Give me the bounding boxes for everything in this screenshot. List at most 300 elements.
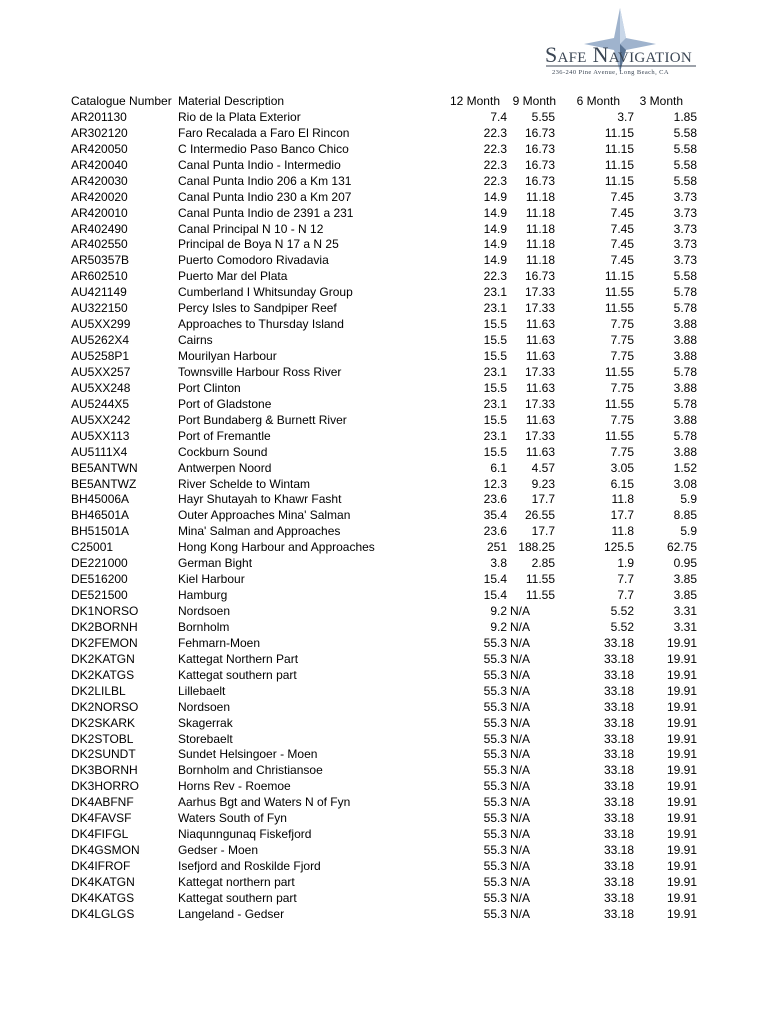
table-row	[70, 268, 700, 284]
price-3-month-cell: 5.58	[673, 157, 697, 172]
price-12-month-cell: 55.3	[483, 795, 507, 810]
price-9-month-cell: 11.55	[525, 588, 555, 603]
price-12-month-cell: 9.2	[490, 619, 507, 634]
table-row	[70, 555, 700, 571]
material-description-cell: Fehmarn-Moen	[178, 635, 261, 650]
catalogue-number-cell: DK2SKARK	[71, 715, 136, 730]
catalogue-number-cell: AU5258P1	[71, 349, 130, 363]
price-12-month-cell: 55.3	[483, 667, 507, 682]
material-description-cell: Hong Kong Harbour and Approaches	[178, 540, 375, 555]
price-6-month-cell: 17.7	[610, 508, 634, 523]
price-6-month-cell: 7.45	[610, 253, 634, 268]
price-6-month-cell: 7.45	[610, 221, 634, 236]
price-9-month-cell: N/A	[510, 747, 531, 762]
price-6-month-cell: 7.75	[610, 333, 634, 348]
price-6-month-cell: 33.18	[603, 667, 634, 682]
chart-catalogue-table	[70, 93, 700, 922]
price-3-month-cell: 19.91	[666, 795, 697, 810]
material-description-cell: Lillebaelt	[178, 683, 226, 698]
material-description-cell: Kiel Harbour	[178, 572, 245, 587]
price-6-month-cell: 33.18	[603, 827, 634, 842]
price-3-month-cell: 62.75	[666, 540, 697, 555]
table-row	[70, 300, 700, 316]
brand-address: 236-240 Pine Avenue, Long Beach, CA	[552, 69, 669, 76]
price-3-month-cell: 3.88	[673, 380, 697, 395]
material-description-cell: Canal Punta Indio 206 a Km 131	[178, 173, 352, 188]
price-9-month-cell: N/A	[510, 763, 531, 778]
table-row	[70, 109, 700, 125]
catalogue-number-cell: DK4KATGN	[71, 874, 135, 889]
price-3-month-cell: 5.9	[680, 492, 697, 507]
price-3-month-cell: 3.08	[673, 476, 697, 491]
price-9-month-cell: 16.73	[524, 173, 555, 188]
price-9-month-cell: 26.55	[524, 508, 555, 523]
catalogue-number-cell: DK2KATGS	[71, 667, 135, 682]
price-3-month-cell: 19.91	[666, 635, 697, 650]
header-6-month: 6 Month	[576, 94, 620, 108]
table-row	[70, 699, 700, 715]
catalogue-number-cell: AU5XX299	[71, 317, 131, 332]
price-12-month-cell: 55.3	[483, 763, 507, 778]
table-row	[70, 603, 700, 619]
price-6-month-cell: 5.52	[610, 604, 634, 618]
catalogue-number-cell: AR302120	[71, 125, 128, 140]
catalogue-number-cell: BH45006A	[71, 492, 130, 507]
catalogue-number-cell: AR420040	[71, 157, 128, 172]
price-6-month-cell: 33.18	[603, 635, 634, 650]
table-row	[70, 874, 700, 890]
price-9-month-cell: 2.85	[531, 556, 555, 571]
price-9-month-cell: 17.33	[524, 428, 555, 443]
price-9-month-cell: 11.18	[525, 221, 555, 236]
price-9-month-cell: 11.63	[525, 333, 555, 348]
price-12-month-cell: 22.3	[483, 141, 507, 156]
price-12-month-cell: 23.6	[483, 524, 507, 539]
table-row	[70, 651, 700, 667]
material-description-cell: Waters South of Fyn	[178, 811, 287, 826]
price-12-month-cell: 55.3	[483, 699, 507, 714]
price-3-month-cell: 3.73	[673, 237, 697, 252]
material-description-cell: Cockburn Sound	[178, 444, 268, 459]
catalogue-number-cell: DK4GSMON	[71, 843, 140, 858]
price-6-month-cell: 7.7	[617, 588, 634, 603]
catalogue-number-cell: AR201130	[71, 109, 127, 124]
price-6-month-cell: 11.55	[604, 396, 634, 411]
table-row	[70, 826, 700, 842]
price-12-month-cell: 7.4	[490, 109, 507, 124]
table-row	[70, 746, 700, 762]
price-3-month-cell: 19.91	[666, 731, 697, 746]
price-6-month-cell: 6.15	[610, 476, 634, 491]
price-9-month-cell: 17.33	[524, 285, 555, 300]
price-9-month-cell: 11.18	[525, 237, 555, 252]
price-3-month-cell: 19.91	[666, 779, 697, 794]
table-row	[70, 794, 700, 810]
catalogue-number-cell: DK3HORRO	[71, 779, 140, 794]
table-row	[70, 810, 700, 826]
price-6-month-cell: 33.18	[603, 715, 634, 730]
table-row	[70, 858, 700, 874]
material-description-cell: Horns Rev - Roemoe	[178, 779, 291, 794]
table-row	[70, 380, 700, 396]
catalogue-number-cell: AU5XX257	[71, 364, 131, 379]
catalogue-number-cell: DK2KATGN	[71, 651, 135, 666]
header-catalogue-number: Catalogue Number	[71, 94, 172, 108]
material-description-cell: Nordsoen	[178, 604, 231, 618]
catalogue-number-cell: AU5XX242	[71, 412, 131, 427]
price-9-month-cell: N/A	[510, 843, 531, 858]
price-9-month-cell: 4.57	[531, 460, 555, 475]
catalogue-number-cell: BE5ANTWN	[71, 460, 138, 475]
price-6-month-cell: 11.15	[604, 141, 634, 156]
price-12-month-cell: 22.3	[483, 269, 507, 284]
price-6-month-cell: 33.18	[603, 859, 634, 873]
price-12-month-cell: 15.4	[483, 588, 507, 603]
table-row	[70, 173, 700, 189]
catalogue-number-cell: DK4FAVSF	[71, 811, 132, 826]
price-3-month-cell: 3.88	[673, 333, 697, 348]
price-6-month-cell: 33.18	[603, 763, 634, 778]
price-9-month-cell: 16.73	[524, 157, 555, 172]
price-6-month-cell: 11.15	[604, 269, 634, 284]
price-3-month-cell: 8.85	[673, 508, 697, 523]
price-9-month-cell: N/A	[510, 874, 531, 889]
catalogue-number-cell: AU5111X4	[71, 444, 128, 459]
material-description-cell: Nordsoen	[178, 699, 231, 714]
price-9-month-cell: N/A	[510, 906, 531, 921]
catalogue-number-cell: AR420020	[71, 189, 128, 204]
price-12-month-cell: 23.1	[483, 301, 507, 316]
price-3-month-cell: 3.73	[673, 221, 697, 236]
catalogue-number-cell: AU5XX248	[71, 380, 131, 395]
price-9-month-cell: N/A	[510, 699, 531, 714]
table-row	[70, 762, 700, 778]
table-row	[70, 348, 700, 364]
price-6-month-cell: 33.18	[603, 699, 634, 714]
material-description-cell: Townsville Harbour Ross River	[178, 364, 342, 379]
price-3-month-cell: 5.58	[673, 269, 697, 284]
price-3-month-cell: 5.58	[673, 125, 697, 140]
price-9-month-cell: 11.63	[525, 317, 555, 332]
table-row	[70, 635, 700, 651]
price-3-month-cell: 3.31	[673, 619, 697, 634]
price-3-month-cell: 3.31	[673, 604, 697, 618]
material-description-cell: Niaqunngunaq Fiskefjord	[178, 827, 312, 842]
brand-name: Safe Navigation	[545, 42, 693, 67]
catalogue-number-cell: C25001	[71, 540, 114, 555]
catalogue-number-cell: AU5262X4	[71, 333, 130, 348]
price-3-month-cell: 19.91	[666, 699, 697, 714]
price-3-month-cell: 19.91	[666, 667, 697, 682]
material-description-cell: Canal Punta Indio de 2391 a 231	[178, 205, 354, 220]
catalogue-number-cell: DE221000	[71, 556, 128, 571]
price-12-month-cell: 14.9	[483, 221, 507, 236]
price-6-month-cell: 125.5	[603, 540, 634, 555]
price-6-month-cell: 33.18	[603, 731, 634, 746]
price-9-month-cell: 16.73	[524, 269, 555, 284]
price-12-month-cell: 22.3	[483, 157, 507, 172]
price-12-month-cell: 3.8	[490, 556, 507, 571]
price-3-month-cell: 19.91	[666, 906, 697, 921]
price-3-month-cell: 19.91	[666, 859, 697, 873]
price-12-month-cell: 22.3	[483, 173, 507, 188]
material-description-cell: Port Clinton	[178, 380, 241, 395]
price-6-month-cell: 33.18	[603, 843, 634, 858]
price-12-month-cell: 15.5	[483, 412, 507, 427]
material-description-cell: Bornholm and Christiansoe	[178, 763, 323, 778]
price-3-month-cell: 3.73	[673, 189, 697, 204]
price-12-month-cell: 55.3	[483, 859, 507, 873]
price-3-month-cell: 1.85	[673, 109, 697, 124]
price-9-month-cell: 11.63	[525, 444, 555, 459]
price-6-month-cell: 33.18	[603, 779, 634, 794]
catalogue-number-cell: DK4ABFNF	[71, 795, 134, 810]
table-row	[70, 157, 700, 173]
price-9-month-cell: 11.18	[525, 189, 555, 204]
material-description-cell: Rio de la Plata Exterior	[178, 109, 301, 124]
price-12-month-cell: 22.3	[483, 125, 507, 140]
price-9-month-cell: N/A	[510, 811, 531, 826]
price-12-month-cell: 23.1	[483, 285, 507, 300]
material-description-cell: Puerto Mar del Plata	[178, 269, 288, 284]
price-6-month-cell: 33.18	[603, 795, 634, 810]
price-12-month-cell: 9.2	[490, 604, 507, 618]
price-9-month-cell: N/A	[510, 651, 531, 666]
catalogue-number-cell: DK3BORNH	[71, 763, 138, 778]
price-12-month-cell: 55.3	[483, 715, 507, 730]
catalogue-number-cell: DK1NORSO	[71, 604, 139, 618]
table-row	[70, 252, 700, 268]
catalogue-number-cell: DK4IFROF	[71, 859, 131, 873]
table-row	[70, 491, 700, 507]
table-row	[70, 842, 700, 858]
price-12-month-cell: 15.5	[483, 444, 507, 459]
table-body	[70, 109, 700, 922]
price-9-month-cell: 11.63	[525, 380, 555, 395]
material-description-cell: Kattegat Northern Part	[178, 651, 299, 666]
price-3-month-cell: 5.78	[673, 396, 697, 411]
price-12-month-cell: 55.3	[483, 827, 507, 842]
material-description-cell: Percy Isles to Sandpiper Reef	[178, 301, 337, 316]
catalogue-number-cell: AU322150	[71, 301, 128, 316]
catalogue-number-cell: AR420030	[71, 173, 128, 188]
catalogue-number-cell: DE516200	[71, 572, 128, 587]
price-12-month-cell: 55.3	[483, 843, 507, 858]
price-9-month-cell: 16.73	[524, 125, 555, 140]
price-12-month-cell: 14.9	[483, 253, 507, 268]
table-row	[70, 715, 700, 731]
material-description-cell: Sundet Helsingoer - Moen	[178, 747, 318, 762]
header-9-month: 9 Month	[512, 94, 556, 108]
price-12-month-cell: 55.3	[483, 890, 507, 905]
table-row	[70, 125, 700, 141]
price-6-month-cell: 7.75	[610, 349, 634, 363]
material-description-cell: Puerto Comodoro Rivadavia	[178, 253, 329, 268]
table-row	[70, 523, 700, 539]
catalogue-number-cell: AU421149	[71, 285, 127, 300]
material-description-cell: Storebaelt	[178, 731, 233, 746]
material-description-cell: Hayr Shutayah to Khawr Fasht	[178, 492, 342, 507]
table-row	[70, 316, 700, 332]
price-12-month-cell: 23.1	[483, 428, 507, 443]
price-12-month-cell: 55.3	[483, 683, 507, 698]
price-3-month-cell: 19.91	[666, 811, 697, 826]
price-12-month-cell: 55.3	[483, 906, 507, 921]
table-row	[70, 332, 700, 348]
price-6-month-cell: 7.75	[610, 444, 634, 459]
catalogue-number-cell: AR402490	[71, 221, 128, 236]
price-12-month-cell: 14.9	[483, 205, 507, 220]
price-9-month-cell: N/A	[510, 683, 531, 698]
table-row	[70, 683, 700, 699]
catalogue-number-cell: DK4FIFGL	[71, 827, 129, 842]
material-description-cell: Kattegat southern part	[178, 667, 297, 682]
table-row	[70, 476, 700, 492]
price-6-month-cell: 11.55	[604, 364, 634, 379]
price-6-month-cell: 7.45	[610, 189, 634, 204]
material-description-cell: Port Bundaberg & Burnett River	[178, 412, 347, 427]
price-6-month-cell: 7.75	[610, 380, 634, 395]
catalogue-number-cell: AR420050	[71, 141, 128, 156]
catalogue-number-cell: DK2FEMON	[71, 635, 138, 650]
price-3-month-cell: 5.78	[673, 285, 697, 300]
price-3-month-cell: 19.91	[666, 683, 697, 698]
price-6-month-cell: 11.55	[604, 428, 634, 443]
price-3-month-cell: 19.91	[666, 747, 697, 762]
price-9-month-cell: N/A	[510, 667, 531, 682]
catalogue-number-cell: DK2LILBL	[71, 683, 126, 698]
price-3-month-cell: 5.78	[673, 428, 697, 443]
price-3-month-cell: 3.88	[673, 349, 697, 363]
price-3-month-cell: 3.85	[673, 572, 697, 587]
price-12-month-cell: 15.5	[483, 333, 507, 348]
price-6-month-cell: 33.18	[603, 747, 634, 762]
table-row	[70, 731, 700, 747]
material-description-cell: Kattegat southern part	[178, 890, 297, 905]
price-12-month-cell: 55.3	[483, 651, 507, 666]
price-12-month-cell: 55.3	[483, 731, 507, 746]
material-description-cell: Hamburg	[178, 588, 228, 603]
catalogue-number-cell: DK4LGLGS	[71, 906, 135, 921]
table-row	[70, 587, 700, 603]
price-3-month-cell: 3.73	[673, 205, 697, 220]
table-row	[70, 890, 700, 906]
price-12-month-cell: 55.3	[483, 874, 507, 889]
price-9-month-cell: 5.55	[531, 109, 555, 124]
price-6-month-cell: 33.18	[603, 651, 634, 666]
price-6-month-cell: 33.18	[603, 906, 634, 921]
table-row	[70, 619, 700, 635]
table-row	[70, 428, 700, 444]
price-9-month-cell: 11.55	[525, 572, 555, 587]
price-12-month-cell: 55.3	[483, 811, 507, 826]
table-row	[70, 396, 700, 412]
price-9-month-cell: N/A	[510, 731, 531, 746]
price-3-month-cell: 19.91	[666, 827, 697, 842]
price-3-month-cell: 0.95	[673, 556, 697, 571]
price-9-month-cell: 11.18	[525, 253, 555, 268]
price-12-month-cell: 15.5	[483, 349, 507, 363]
price-6-month-cell: 1.9	[617, 556, 634, 571]
table-row	[70, 236, 700, 252]
price-6-month-cell: 7.45	[610, 237, 634, 252]
table-row	[70, 906, 700, 922]
price-6-month-cell: 11.15	[604, 173, 634, 188]
price-12-month-cell: 23.1	[483, 364, 507, 379]
price-12-month-cell: 55.3	[483, 747, 507, 762]
price-6-month-cell: 3.05	[610, 460, 634, 475]
price-12-month-cell: 251	[486, 540, 507, 555]
price-9-month-cell: 11.63	[525, 412, 555, 427]
price-9-month-cell: N/A	[510, 827, 531, 842]
table-row	[70, 507, 700, 523]
price-12-month-cell: 15.5	[483, 317, 507, 332]
material-description-cell: Gedser - Moen	[178, 843, 259, 858]
price-12-month-cell: 55.3	[483, 635, 507, 650]
catalogue-number-cell: AR420010	[71, 205, 128, 220]
catalogue-number-cell: AU5244X5	[71, 396, 130, 411]
table-row	[70, 221, 700, 237]
price-9-month-cell: 17.7	[531, 524, 555, 539]
material-description-cell: Cumberland I Whitsunday Group	[178, 285, 353, 300]
material-description-cell: Principal de Boya N 17 a N 25	[178, 237, 339, 252]
header-material-description: Material Description	[178, 94, 285, 108]
price-9-month-cell: N/A	[510, 779, 531, 794]
material-description-cell: Port of Gladstone	[178, 396, 272, 411]
price-6-month-cell: 33.18	[603, 683, 634, 698]
price-12-month-cell: 23.6	[483, 492, 507, 507]
price-3-month-cell: 1.52	[673, 460, 697, 475]
material-description-cell: River Schelde to Wintam	[178, 476, 311, 491]
material-description-cell: Mourilyan Harbour	[178, 349, 277, 363]
price-9-month-cell: N/A	[510, 635, 531, 650]
price-6-month-cell: 11.8	[611, 492, 634, 507]
price-6-month-cell: 11.15	[604, 157, 634, 172]
table-row	[70, 205, 700, 221]
material-description-cell: Faro Recalada a Faro El Rincon	[178, 125, 350, 140]
price-3-month-cell: 19.91	[666, 890, 697, 905]
price-3-month-cell: 5.9	[680, 524, 697, 539]
price-9-month-cell: N/A	[510, 604, 531, 618]
table-row	[70, 667, 700, 683]
price-12-month-cell: 12.3	[483, 476, 507, 491]
price-6-month-cell: 33.18	[603, 890, 634, 905]
price-12-month-cell: 6.1	[490, 460, 507, 475]
catalogue-number-cell: AR402550	[71, 237, 128, 252]
material-description-cell: Canal Principal N 10 - N 12	[178, 221, 324, 236]
price-9-month-cell: N/A	[510, 715, 531, 730]
price-9-month-cell: N/A	[510, 619, 531, 634]
price-9-month-cell: 17.33	[524, 364, 555, 379]
table-row	[70, 189, 700, 205]
price-9-month-cell: 17.33	[524, 396, 555, 411]
table-header-row	[70, 93, 700, 109]
catalogue-number-cell: AU5XX113	[71, 428, 130, 443]
price-9-month-cell: 11.18	[525, 205, 555, 220]
table-row	[70, 778, 700, 794]
price-6-month-cell: 11.15	[604, 125, 634, 140]
price-3-month-cell: 3.88	[673, 444, 697, 459]
catalogue-number-cell: BE5ANTWZ	[71, 476, 137, 491]
safe-navigation-logo	[540, 8, 700, 80]
price-3-month-cell: 5.58	[673, 141, 697, 156]
price-9-month-cell: 188.25	[518, 540, 555, 555]
price-9-month-cell: 16.73	[524, 141, 555, 156]
material-description-cell: Skagerrak	[178, 715, 233, 730]
price-6-month-cell: 7.45	[610, 205, 634, 220]
catalogue-number-cell: DK2NORSO	[71, 699, 139, 714]
price-9-month-cell: 11.63	[525, 349, 555, 363]
